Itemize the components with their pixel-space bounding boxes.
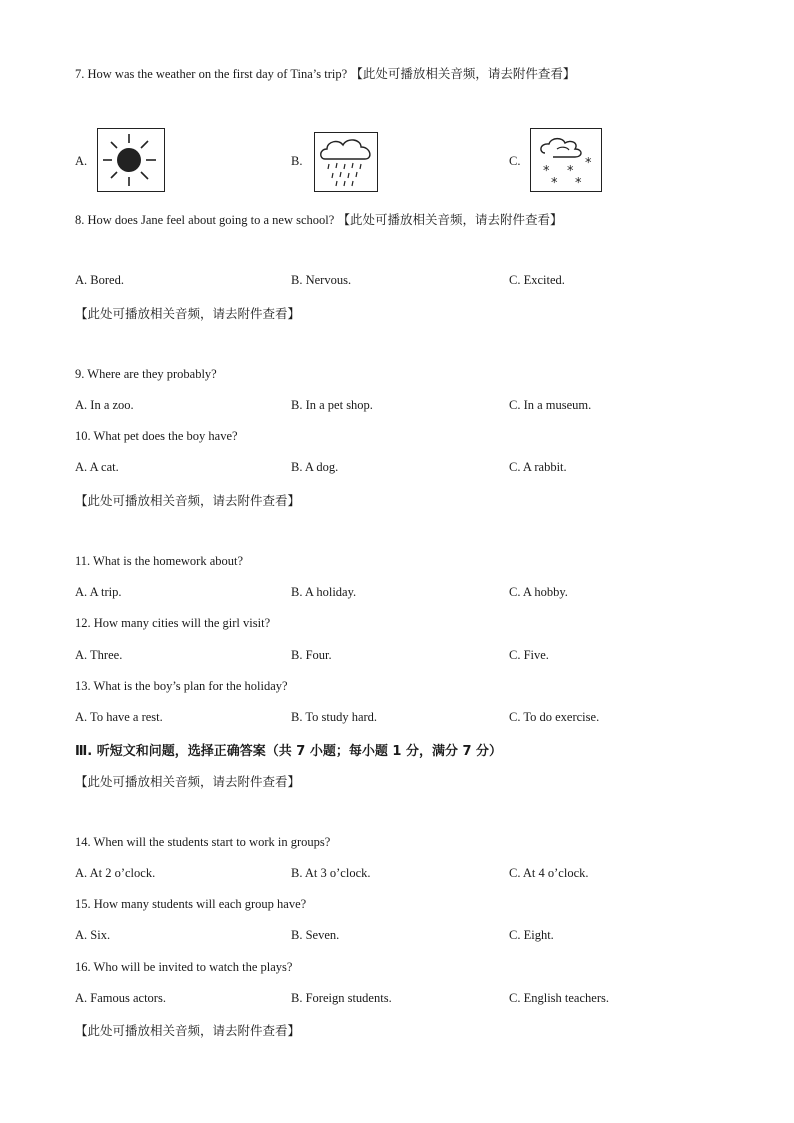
option-12b[interactable]: B. Four. xyxy=(291,648,332,662)
question-15-text: 15. How many students will each group have? xyxy=(75,897,307,911)
snowy-icon[interactable] xyxy=(530,128,602,192)
svg-text:*: * xyxy=(567,164,574,179)
audio-note[interactable]: 【此处可播放相关音频，请去附件查看】 xyxy=(337,212,563,227)
audio-note[interactable]: 【此处可播放相关音频，请去附件查看】 xyxy=(75,306,301,321)
option-8c[interactable]: C. Excited. xyxy=(509,273,565,287)
option-7a-label[interactable]: A. xyxy=(75,154,88,168)
option-16b[interactable]: B. Foreign students. xyxy=(291,991,392,1005)
option-10a[interactable]: A. A cat. xyxy=(75,460,119,474)
question-7 xyxy=(75,64,575,82)
option-11c[interactable]: C. A hobby. xyxy=(509,585,568,599)
option-10c[interactable]: C. A rabbit. xyxy=(509,460,567,474)
question-10-text: 10. What pet does the boy have? xyxy=(75,429,238,443)
option-14b[interactable]: B. At 3 o’clock. xyxy=(291,866,371,880)
option-16c[interactable]: C. English teachers. xyxy=(509,991,609,1005)
option-9b[interactable]: B. In a pet shop. xyxy=(291,398,373,412)
option-11a[interactable]: A. A trip. xyxy=(75,585,122,599)
section-3-heading: Ⅲ. 听短文和问题，选择正确答案（共 7 小题；每小题 1 分，满分 7 分） xyxy=(75,744,503,759)
audio-note[interactable]: 【此处可播放相关音频，请去附件查看】 xyxy=(75,493,301,508)
rainy-cloud-icon[interactable] xyxy=(314,132,378,192)
audio-note[interactable]: 【此处可播放相关音频，请去附件查看】 xyxy=(75,1023,301,1038)
option-10b[interactable]: B. A dog. xyxy=(291,460,339,474)
option-7b-label[interactable]: B. xyxy=(291,154,303,168)
option-13b[interactable]: B. To study hard. xyxy=(291,710,378,724)
question-13-text: 13. What is the boy’s plan for the holiday? xyxy=(75,679,288,693)
audio-note[interactable]: 【此处可播放相关音频，请去附件查看】 xyxy=(350,66,576,81)
option-12c[interactable]: C. Five. xyxy=(509,648,549,662)
sunny-icon[interactable] xyxy=(97,128,165,192)
question-11-text: 11. What is the homework about? xyxy=(75,554,244,568)
question-9-text: 9. Where are they probably? xyxy=(75,367,217,381)
option-14c[interactable]: C. At 4 o’clock. xyxy=(509,866,589,880)
question-16-text: 16. Who will be invited to watch the plays? xyxy=(75,960,293,974)
option-15c[interactable]: C. Eight. xyxy=(509,928,554,942)
option-8a[interactable]: A. Bored. xyxy=(75,273,124,287)
option-16a[interactable]: A. Famous actors. xyxy=(75,991,166,1005)
option-12a[interactable]: A. Three. xyxy=(75,648,123,662)
svg-text:*: * xyxy=(575,176,582,191)
option-15a[interactable]: A. Six. xyxy=(75,928,111,942)
option-13a[interactable]: A. To have a rest. xyxy=(75,710,163,724)
svg-text:*: * xyxy=(543,164,550,179)
question-14-text: 14. When will the students start to work in groups? xyxy=(75,835,331,849)
option-14a[interactable]: A. At 2 o’clock. xyxy=(75,866,156,880)
audio-note[interactable]: 【此处可播放相关音频，请去附件查看】 xyxy=(75,774,301,789)
option-7c-label[interactable]: C. xyxy=(509,154,521,168)
option-11b[interactable]: B. A holiday. xyxy=(291,585,357,599)
option-13c[interactable]: C. To do exercise. xyxy=(509,710,600,724)
option-8b[interactable]: B. Nervous. xyxy=(291,273,352,287)
option-9a[interactable]: A. In a zoo. xyxy=(75,398,134,412)
option-9c[interactable]: C. In a museum. xyxy=(509,398,592,412)
svg-text:*: * xyxy=(551,176,558,191)
question-7-text: 7. How was the weather on the first day of Tina’s trip? xyxy=(75,67,348,81)
question-12-text: 12. How many cities will the girl visit? xyxy=(75,616,271,630)
option-15b[interactable]: B. Seven. xyxy=(291,928,340,942)
question-8-text: 8. How does Jane feel about going to a new school? xyxy=(75,213,335,227)
question-8 xyxy=(75,210,562,228)
svg-text:*: * xyxy=(585,156,592,171)
